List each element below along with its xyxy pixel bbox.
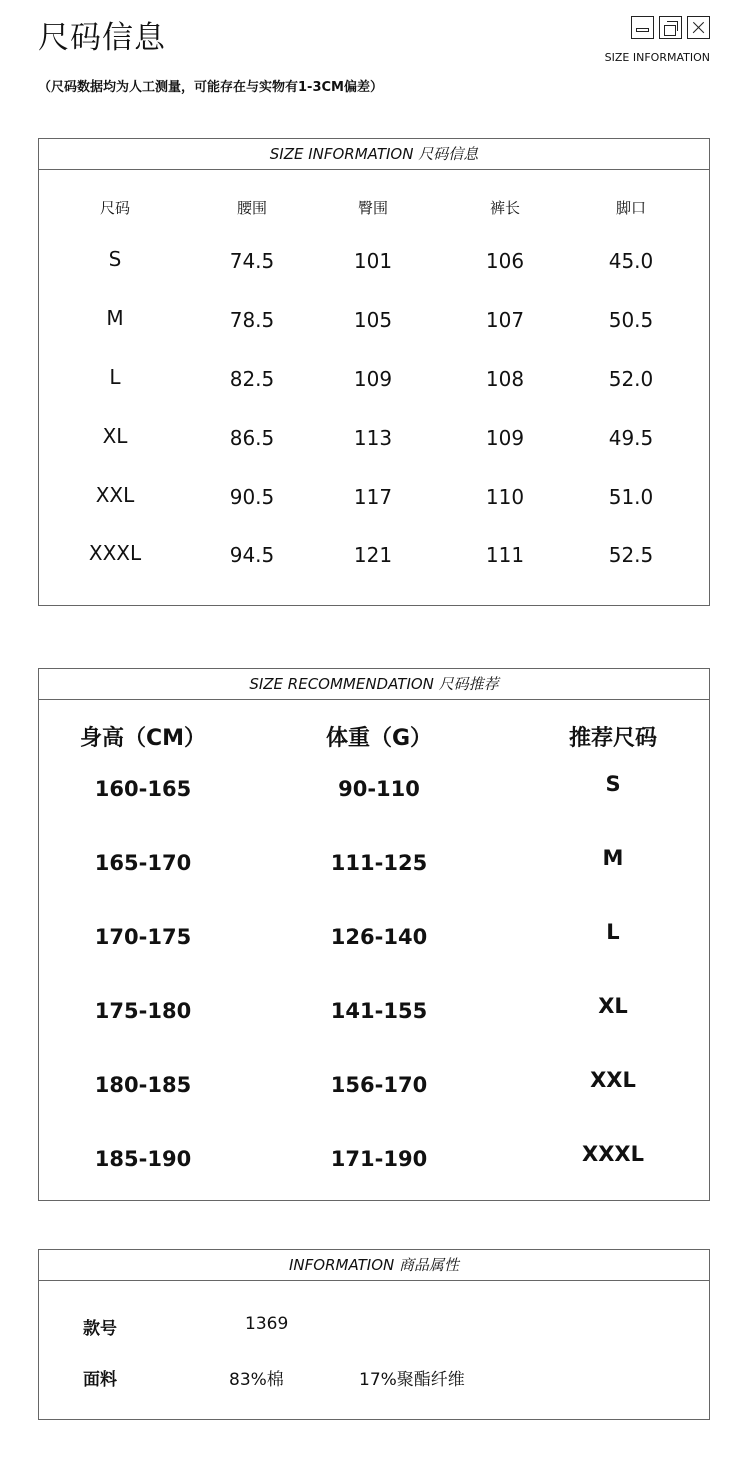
weight-range-cell: 141-155: [330, 999, 428, 1023]
weight-range-cell: 126-140: [330, 925, 428, 949]
size-info-col-header: 尺码: [99, 199, 131, 217]
fabric-label: 面料: [83, 1370, 117, 1390]
recommendation-col-header: 推荐尺码: [568, 726, 658, 751]
style-number-value: 1369: [245, 1314, 289, 1334]
measurement-cell: 74.5: [229, 249, 275, 273]
size-label-cell: M: [106, 306, 124, 330]
product-info-heading: INFORMATION 商品属性: [39, 1250, 709, 1281]
size-recommendation-table: [38, 668, 710, 1201]
size-label-cell: XXL: [95, 483, 135, 507]
size-info-table: [38, 138, 710, 606]
measurement-cell: 109: [353, 367, 393, 391]
page-title: 尺码信息: [38, 20, 166, 56]
measurement-cell: 51.0: [608, 485, 654, 509]
height-range-cell: 170-175: [94, 925, 192, 949]
fabric-value-polyester: 17%聚酯纤维: [359, 1370, 465, 1390]
size-label-cell: XL: [102, 424, 128, 448]
recommended-size-cell: XL: [598, 994, 628, 1018]
measurement-cell: 107: [485, 308, 525, 332]
size-label-cell: L: [109, 365, 121, 389]
recommended-size-cell: S: [605, 772, 621, 796]
measurement-cell: 101: [353, 249, 393, 273]
size-info-col-header: 脚口: [615, 199, 647, 217]
measurement-cell: 113: [353, 426, 393, 450]
window-controls: [631, 16, 710, 39]
weight-range-cell: 90-110: [338, 777, 420, 801]
recommendation-col-header: 身高（CM）: [79, 726, 207, 751]
weight-range-cell: 111-125: [330, 851, 428, 875]
measurement-cell: 52.5: [608, 543, 654, 567]
height-range-cell: 185-190: [94, 1147, 192, 1171]
measurement-cell: 106: [485, 249, 525, 273]
measurement-cell: 49.5: [608, 426, 654, 450]
height-range-cell: 180-185: [94, 1073, 192, 1097]
measurement-cell: 109: [485, 426, 525, 450]
measurement-cell: 110: [485, 485, 525, 509]
page-subtitle: （尺码数据均为人工测量，可能存在与实物有1-3CM偏差）: [38, 80, 383, 95]
weight-range-cell: 156-170: [330, 1073, 428, 1097]
measurement-cell: 50.5: [608, 308, 654, 332]
size-label-cell: S: [108, 247, 122, 271]
measurement-cell: 121: [353, 543, 393, 567]
measurement-cell: 86.5: [229, 426, 275, 450]
size-label-cell: XXXL: [88, 541, 142, 565]
recommended-size-cell: M: [602, 846, 624, 870]
measurement-cell: 45.0: [608, 249, 654, 273]
restore-icon: [659, 16, 682, 39]
measurement-cell: 90.5: [229, 485, 275, 509]
measurement-cell: 117: [353, 485, 393, 509]
size-info-col-header: 裤长: [489, 199, 521, 217]
minimize-icon: [631, 16, 654, 39]
measurement-cell: 94.5: [229, 543, 275, 567]
height-range-cell: 165-170: [94, 851, 192, 875]
measurement-cell: 78.5: [229, 308, 275, 332]
size-info-col-header: 腰围: [236, 199, 268, 217]
recommended-size-cell: L: [606, 920, 620, 944]
product-info-box: [38, 1249, 710, 1420]
measurement-cell: 52.0: [608, 367, 654, 391]
recommendation-col-header: 体重（G）: [325, 726, 433, 751]
size-info-col-header: 臀围: [357, 199, 389, 217]
recommended-size-cell: XXXL: [582, 1142, 644, 1166]
fabric-value-cotton: 83%棉: [229, 1370, 284, 1390]
size-recommendation-heading: SIZE RECOMMENDATION 尺码推荐: [39, 669, 709, 700]
measurement-cell: 111: [485, 543, 525, 567]
height-range-cell: 160-165: [94, 777, 192, 801]
measurement-cell: 108: [485, 367, 525, 391]
style-number-label: 款号: [83, 1319, 117, 1339]
weight-range-cell: 171-190: [330, 1147, 428, 1171]
measurement-cell: 82.5: [229, 367, 275, 391]
measurement-cell: 105: [353, 308, 393, 332]
close-icon: [687, 16, 710, 39]
window-caption: SIZE INFORMATION: [604, 51, 710, 64]
recommended-size-cell: XXL: [590, 1068, 636, 1092]
size-info-heading: SIZE INFORMATION 尺码信息: [39, 139, 709, 170]
height-range-cell: 175-180: [94, 999, 192, 1023]
